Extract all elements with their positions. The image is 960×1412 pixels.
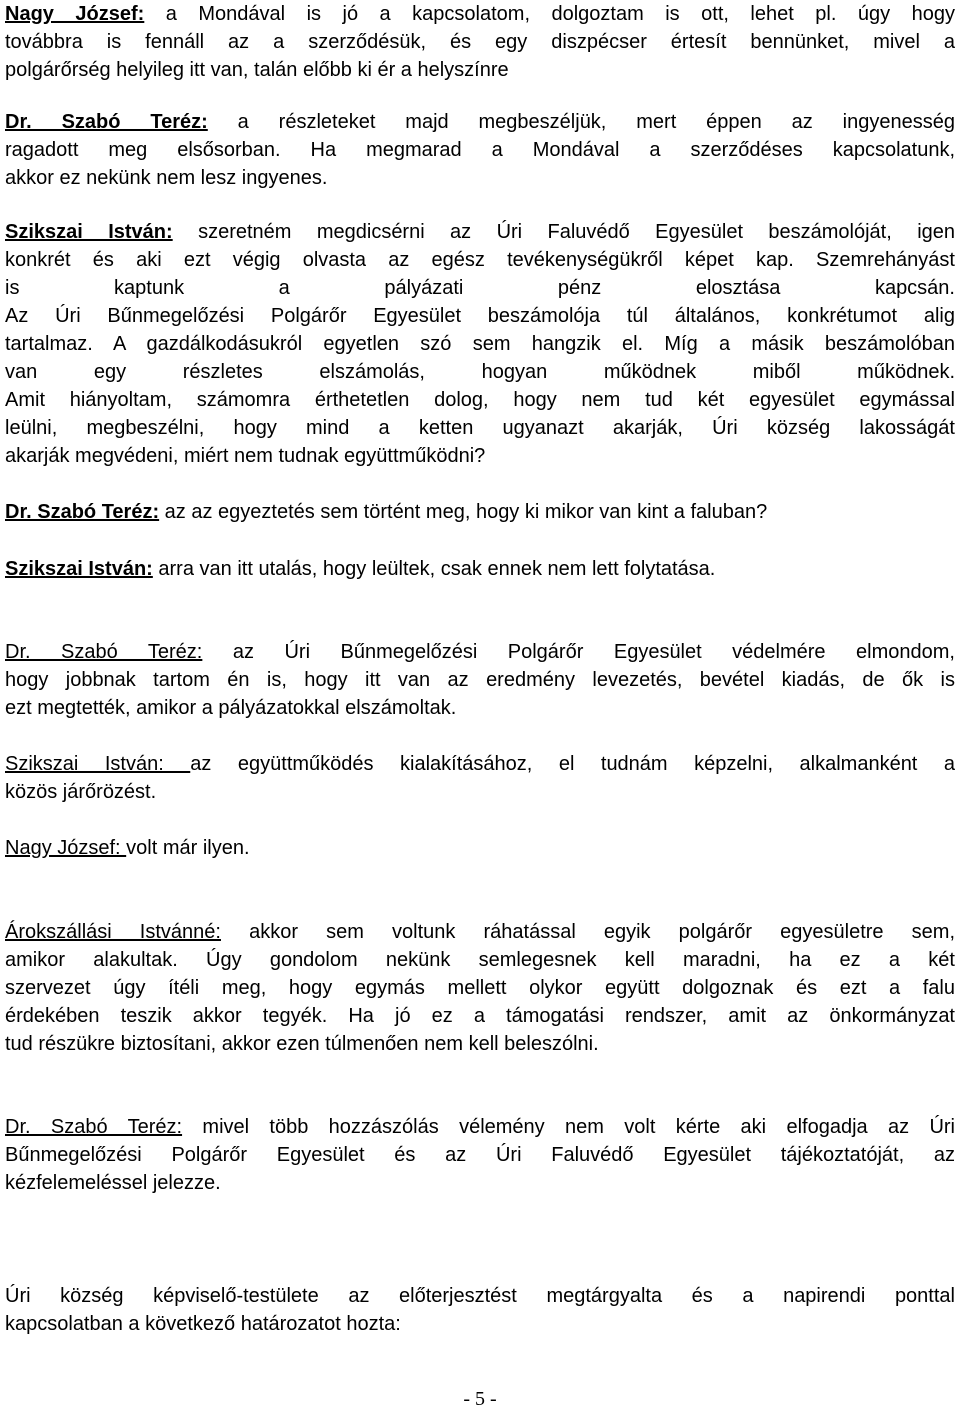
line-text: tud részükre biztosítani, akkor ezen túlmenően nem kell beleszólni. — [5, 1033, 599, 1055]
text-line — [5, 918, 955, 946]
text-line — [5, 1169, 955, 1197]
text-line — [5, 498, 955, 526]
text-line — [5, 246, 955, 274]
text-line — [5, 750, 955, 778]
text-line — [5, 638, 955, 666]
line-text: a Mondával is jó a kapcsolatom, dolgoztam is ott, lehet pl. úgy hogy — [144, 3, 955, 25]
text-line — [5, 442, 955, 470]
text-line — [5, 0, 955, 28]
paragraph-p8 — [5, 834, 955, 862]
speaker-name: Nagy József: — [5, 837, 127, 859]
line-text: szervezet úgy ítéli meg, hogy egymás mellett olykor együtt dolgoznak és ezt a falu — [5, 977, 955, 999]
page-number: - 5 - — [463, 1388, 497, 1410]
speaker-name: Árokszállási Istvánné: — [5, 921, 221, 943]
line-text: érdekében teszik akkor tegyék. Ha jó ez a támogatási rendszer, amit az önkormányzat — [5, 1005, 955, 1027]
text-line — [5, 1002, 955, 1030]
paragraph-p3 — [5, 218, 955, 470]
line-text: továbbra is fennáll az a szerződésük, és egy diszpécser értesít bennünket, mivel a — [5, 31, 955, 53]
line-text: polgárőrség helyileg itt van, talán előbb ki ér a helyszínre — [5, 59, 509, 81]
line-text: szeretném megdicsérni az Úri Faluvédő Egyesület beszámolóját, igen — [172, 221, 956, 243]
text-line — [5, 108, 955, 136]
speaker-name: Dr. Szabó Teréz: — [5, 111, 208, 133]
text-line — [5, 778, 955, 806]
line-text: az együttműködés kialakításához, el tudnám képzelni, alkalmanként a — [190, 753, 955, 775]
text-line — [5, 946, 955, 974]
line-text: az az egyeztetés sem történt meg, hogy ki mikor van kint a faluban? — [159, 501, 768, 523]
text-line — [5, 414, 955, 442]
paragraph-p6 — [5, 638, 955, 722]
paragraph-p2 — [5, 108, 955, 192]
text-line — [5, 56, 955, 84]
line-text: kapcsolatban a következő határozatot hozta: — [5, 1313, 401, 1335]
paragraph-p7 — [5, 750, 955, 806]
text-line — [5, 1282, 955, 1310]
text-line — [5, 274, 955, 302]
text-line — [5, 834, 955, 862]
line-text: akkor sem voltunk ráhatással egyik polgárőr egyesületre sem, — [220, 921, 956, 943]
line-text: tartalmaz. A gazdálkodásukról egyetlen szó sem hangzik el. Míg a másik beszámolóban — [5, 333, 955, 355]
line-text: közös járőrözést. — [5, 781, 157, 803]
speaker-name: Nagy József: — [5, 3, 145, 25]
text-line — [5, 1141, 955, 1169]
text-line — [5, 555, 955, 583]
line-text: az Úri Bűnmegelőzési Polgárőr Egyesület védelmére elmondom, — [202, 641, 955, 663]
text-line — [5, 136, 955, 164]
text-line — [5, 1030, 955, 1058]
text-line — [5, 302, 955, 330]
paragraph-p9 — [5, 918, 955, 1058]
line-text: leülni, megbeszélni, hogy mind a ketten ugyanazt akarják, Úri község lakosságát — [5, 417, 955, 439]
line-text: Az Úri Bűnmegelőzési Polgárőr Egyesület beszámolója túl általános, konkrétumot alig — [5, 305, 955, 327]
paragraph-p11 — [5, 1282, 955, 1338]
speaker-name: Dr. Szabó Teréz: — [5, 641, 203, 663]
text-line — [5, 386, 955, 414]
text-line — [5, 330, 955, 358]
text-line — [5, 694, 955, 722]
line-text: ezt megtették, amikor a pályázatokkal elszámoltak. — [5, 697, 457, 719]
text-line — [5, 666, 955, 694]
text-line — [5, 974, 955, 1002]
speaker-name: Szikszai István: — [5, 221, 173, 243]
text-line — [5, 358, 955, 386]
text-line — [5, 1310, 955, 1338]
line-text: hogy jobbnak tartom én is, hogy itt van az eredmény levezetés, bevétel kiadás, de ők is — [5, 669, 955, 691]
line-text: konkrét és aki ezt végig olvasta az egész tevékenységükről képet kap. Szemrehányást — [5, 249, 955, 271]
line-text: Úri község képviselő-testülete az előterjesztést megtárgyalta és a napirendi ponttal — [5, 1285, 955, 1307]
text-line — [5, 218, 955, 246]
text-line — [5, 164, 955, 192]
paragraph-p10 — [5, 1113, 955, 1197]
line-text: mivel több hozzászólás vélemény nem volt kérte aki elfogadja az Úri — [182, 1116, 955, 1138]
line-text: akarják megvédeni, miért nem tudnak együttműködni? — [5, 445, 486, 467]
text-line — [5, 1113, 955, 1141]
speaker-name: Dr. Szabó Teréz: — [5, 501, 160, 523]
line-text: Bűnmegelőzési Polgárőr Egyesület és az Úri Faluvédő Egyesület tájékoztatóját, az — [5, 1144, 955, 1166]
paragraph-p5 — [5, 555, 955, 583]
line-text: akkor ez nekünk nem lesz ingyenes. — [5, 167, 328, 189]
line-text: van egy részletes elszámolás, hogyan működnek miből működnek. — [5, 361, 955, 383]
line-text: amikor alakultak. Úgy gondolom nekünk semlegesnek kell maradni, ha ez a két — [5, 949, 955, 971]
paragraph-p4 — [5, 498, 955, 526]
line-text: volt már ilyen. — [126, 837, 250, 859]
line-text: is kaptunk a pályázati pénz elosztása kapcsán. — [5, 277, 955, 299]
line-text: arra van itt utalás, hogy leültek, csak ennek nem lett folytatása. — [152, 558, 716, 580]
line-text: ragadott meg elsősorban. Ha megmarad a Mondával a szerződéses kapcsolatunk, — [5, 139, 955, 161]
text-line — [5, 28, 955, 56]
speaker-name: Szikszai István: — [5, 558, 153, 580]
line-text: a részleteket majd megbeszéljük, mert éppen az ingyenesség — [207, 111, 955, 133]
paragraph-p1 — [5, 0, 955, 84]
speaker-name: Dr. Szabó Teréz: — [5, 1116, 183, 1138]
speaker-name: Szikszai István: — [5, 753, 191, 775]
line-text: kézfelemeléssel jelezze. — [5, 1172, 221, 1194]
line-text: Amit hiányoltam, számomra érthetetlen dolog, hogy nem tud két egyesület egymással — [5, 389, 955, 411]
